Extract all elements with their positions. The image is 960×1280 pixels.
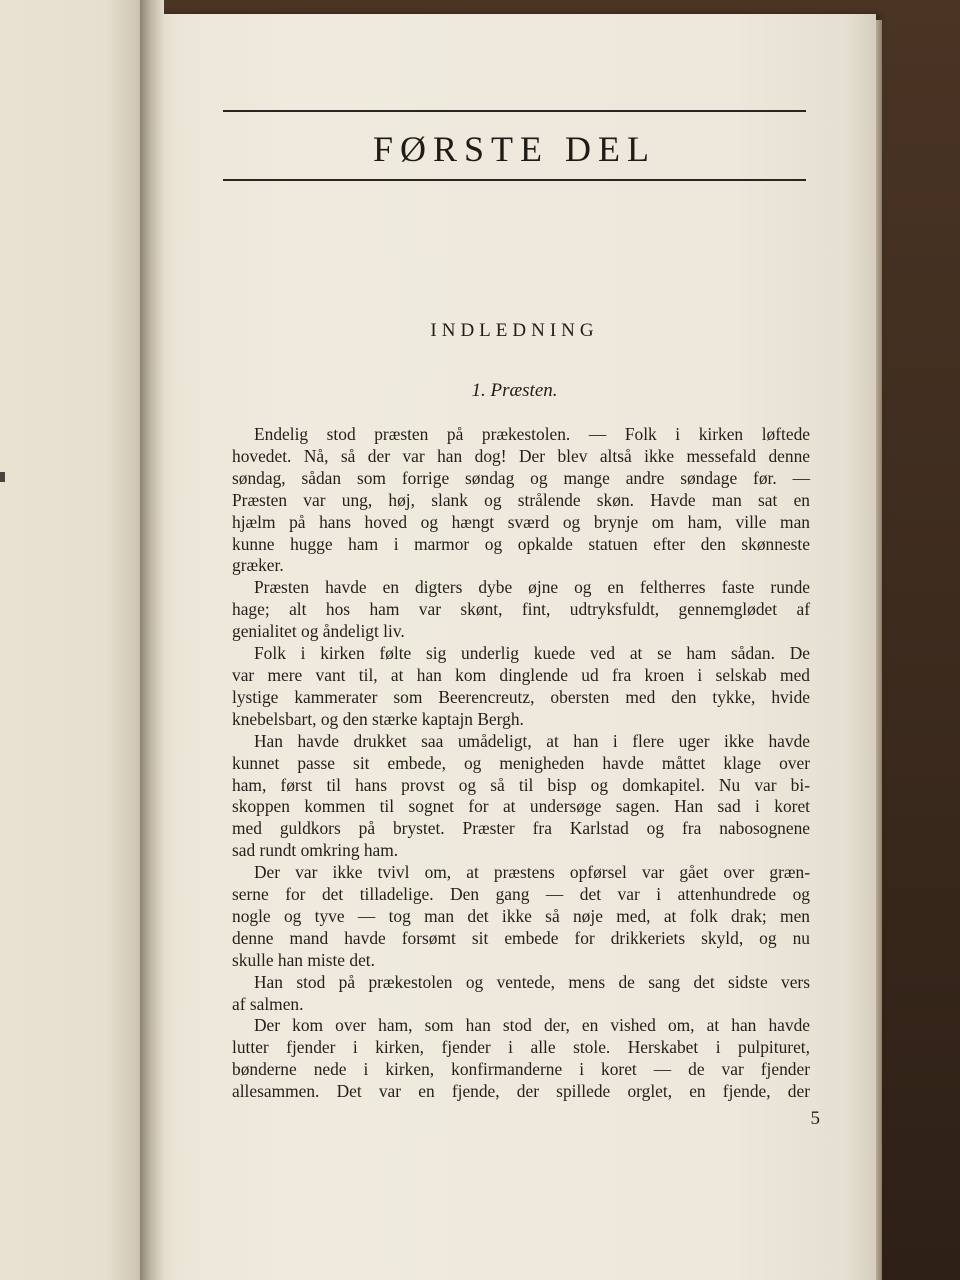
text-line: Folk i kirken følte sig underlig kuede ved at se ham sådan. De xyxy=(254,643,810,664)
text-line: ham, først til hans provst og så til bisp og domkapitel. Nu var bi- xyxy=(232,774,810,795)
text-line: lystige kammerater som Beerencreutz, obersten med den tykke, hvide xyxy=(232,686,810,707)
text-line: denne mand havde forsømt sit embede for drikkeriets skyld, og nu xyxy=(232,927,810,948)
text-line: knebelsbart, og den stærke kaptajn Bergh. xyxy=(232,708,524,729)
text-line: hovedet. Nå, så der var han dog! Der blev altså ikke messefald denne xyxy=(232,445,810,466)
text-line: sad rundt omkring ham. xyxy=(232,840,399,861)
body-text xyxy=(232,424,810,1103)
section-title: 1. Præsten. xyxy=(471,380,558,401)
text-line: nogle og tyve — tog man det ikke så nøje med, at folk drak; men xyxy=(232,905,810,926)
text-line: græker. xyxy=(232,555,284,576)
text-line: Han stod på prækestolen og ventede, mens de sang det sidste vers xyxy=(254,971,810,992)
text-line: Der kom over ham, som han stod der, en vished om, at han havde xyxy=(254,1015,810,1036)
text-line: var mere vant til, at han kom dinglende ud fra kroen i selskab med xyxy=(232,664,810,685)
text-line: med guldkors på brystet. Præster fra Karlstad og fra nabosognene xyxy=(232,818,810,839)
text-line: lutter fjender i kirken, fjender i alle stole. Herskabet i pulpituret, xyxy=(232,1037,810,1058)
title-rule-top xyxy=(223,110,806,112)
chapter-title: INDLEDNING xyxy=(430,320,599,341)
text-line: Endelig stod præsten på prækestolen. — Folk i kirken løftede xyxy=(254,424,810,444)
text-line: serne for det tilladelige. Den gang — det var i attenhundrede og xyxy=(232,884,810,905)
text-line: Præsten havde en digters dybe øjne og en feltherres faste runde xyxy=(254,577,810,598)
text-line: Præsten var ung, høj, slank og strålende skøn. Havde man sat en xyxy=(232,489,810,510)
text-line: Han havde drukket saa umådeligt, at han i flere uger ikke havde xyxy=(254,730,810,751)
text-line: bønderne nede i kirken, konfirmanderne i koret — de var fjender xyxy=(232,1059,810,1080)
text-line: af salmen. xyxy=(232,993,304,1014)
text-line: skoppen kommen til sognet for at undersøge sagen. Han sad i koret xyxy=(232,796,810,817)
text-line: Der var ikke tvivl om, at præstens opførsel var gået over græn- xyxy=(254,862,810,883)
text-line: genialitet og åndeligt liv. xyxy=(232,621,405,642)
text-line: skulle han miste det. xyxy=(232,949,375,970)
text-line: søndag, sådan som forrige søndag og mange andre søndage før. — xyxy=(232,467,810,488)
text-line: kunnet passe sit embede, og menigheden havde måttet klage over xyxy=(232,752,810,773)
page-stack-edge xyxy=(876,20,882,1280)
text-line: kunne hugge ham i marmor og opkalde statuen efter den skønneste xyxy=(232,533,810,554)
part-title: FØRSTE DEL xyxy=(372,129,656,169)
text-line: hage; alt hos ham var skønt, fint, udtryksfuldt, gennemglødet af xyxy=(232,599,810,620)
left-page-text-fragment xyxy=(0,472,5,482)
left-page xyxy=(0,0,150,1280)
page-number: 5 xyxy=(810,1108,820,1129)
text-line: allesammen. Det var en fjende, der spillede orglet, en fjende, der xyxy=(232,1081,810,1102)
title-rule-bottom xyxy=(223,179,806,181)
text-line: hjælm på hans hoved og hængt sværd og brynje om ham, ville man xyxy=(232,511,810,532)
book-gutter xyxy=(140,0,164,1280)
